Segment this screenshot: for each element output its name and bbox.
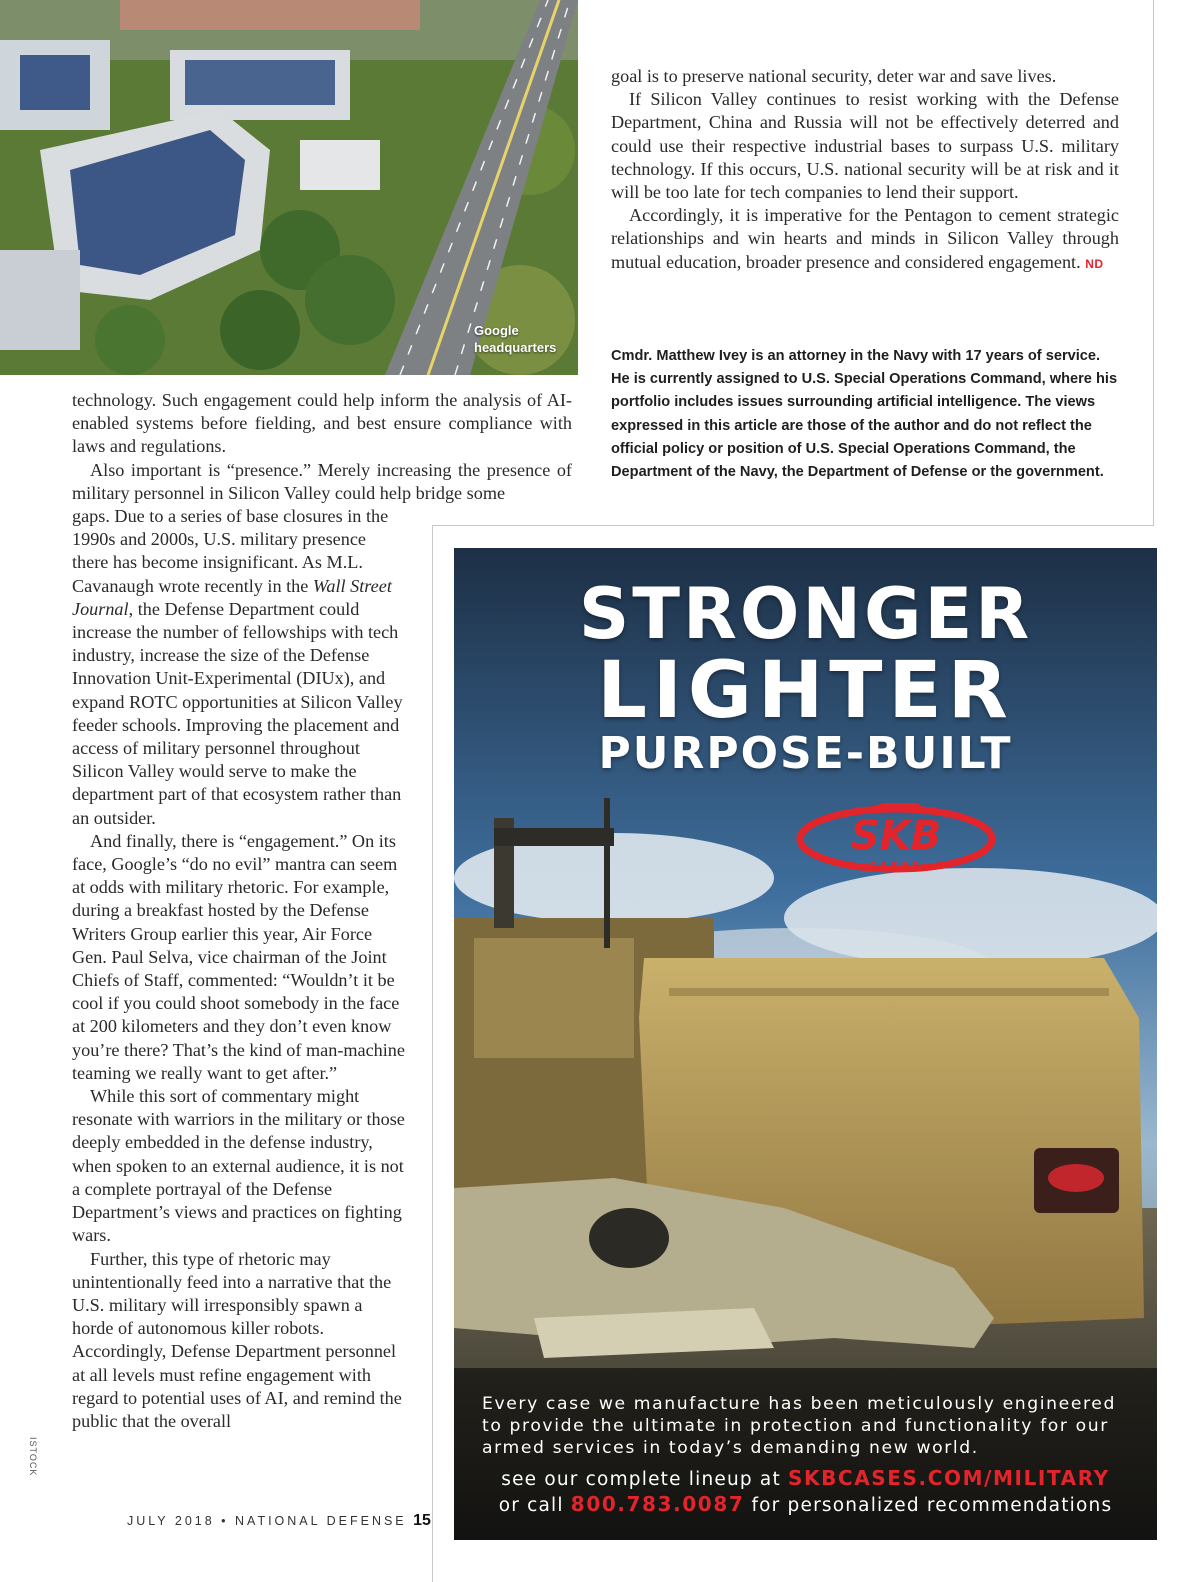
ad-cta-line2 <box>454 1492 1157 1518</box>
cta-prefix: or call <box>498 1495 571 1516</box>
article-right-column <box>611 65 1119 276</box>
ad-frame-left-rule <box>432 525 433 1582</box>
photo-credit: ISTOCK <box>28 1437 38 1477</box>
article-left-column-top <box>72 389 572 505</box>
text-run: Accordingly, it is imperative for the Pentagon to cement strategic relationships and win hearts and minds in Silicon Valley through mutual education, broader presence and considered engagement. <box>611 205 1119 272</box>
skb-logo <box>796 803 996 883</box>
article-paragraph <box>72 505 405 830</box>
photo-caption <box>474 322 574 356</box>
ad-body-copy: Every case we manufacture has been meticulously engineered to provide the ultimate in protection and functionality for our armed services in today’s demanding new world. <box>482 1394 1116 1458</box>
skb-logo-subtext: CASES <box>869 861 923 871</box>
publication-name: Wall Street Journal <box>72 575 392 619</box>
article-paragraph: If Silicon Valley continues to resist working with the Defense Department, China and Russia will not be effectively deterred and could use their respective industrial bases to surpass U.S. military technology. If this occurs, U.S. national security will be at risk and it will be too late for tech companies to lend their support. <box>611 89 1119 203</box>
article-left-column-narrow <box>72 505 405 1433</box>
page-edge-rule <box>1153 0 1154 525</box>
article-paragraph: technology. Such engagement could help inform the analysis of AI-enabled systems before fielding, and best ensure compliance with laws and regulations. <box>72 390 572 457</box>
article-paragraph: While this sort of commentary might resonate with warriors in the military or those deeply embedded in the defense industry, when spoken to an external audience, it is not a complete portrayal of the Defense Department’s views and practices on fighting wars. <box>72 1086 405 1246</box>
skb-logo-text: SKB <box>850 813 942 859</box>
ad-website-link[interactable]: SKBCASES.COM/MILITARY <box>787 1466 1110 1490</box>
article-paragraph: goal is to preserve national security, deter war and save lives. <box>611 66 1057 86</box>
end-mark: ND <box>1085 256 1104 271</box>
skb-advertisement[interactable] <box>454 548 1157 1540</box>
article-paragraph <box>611 204 1119 276</box>
ad-headline-purpose-built: PURPOSE-BUILT <box>598 728 1013 779</box>
text-run: gaps. Due to a series of base closures in the 1990s and 2000s, U.S. military presence there has become insignificant. As M.L. Cavanaugh wrote recently in the <box>72 506 389 596</box>
ad-phone-number[interactable]: 800.783.0087 <box>570 1492 745 1516</box>
cta-suffix: for personalized recommendations <box>744 1495 1113 1516</box>
footer-issue: JULY 2018 • NATIONAL DEFENSE <box>127 1514 407 1528</box>
article-paragraph: And finally, there is “engagement.” On its face, Google’s “do no evil” mantra can seem at odds with military rhetoric. For example, during a breakfast hosted by the Defense Writers Group earlier this year, Air Force Gen. Paul Selva, vice chairman of the Joint Chiefs of Staff, commented: “Wouldn’t it be cool if you could shoot somebody in the face at 200 kilometers and they don’t even know you’re there? That’s the kind of man-machine teaming we really want to get after.” <box>72 830 405 1083</box>
page-number: 15 <box>413 1512 431 1529</box>
text-run: , the Defense Department could increase the number of fellowships with tech industry, increase the size of the Defense Innovation Unit-Experimental (DIUx), and expand ROTC opportunities at Silicon Valley feeder schools. Improving the placement and access of military personnel throughout Silicon Valley would serve to make the department part of that ecosystem rather than an outsider. <box>72 598 403 828</box>
article-photo <box>0 0 578 375</box>
ad-headline-stronger: STRONGER <box>578 573 1033 655</box>
page-footer <box>127 1512 431 1530</box>
cta-prefix: see our complete lineup at <box>501 1469 788 1490</box>
photo-caption-line1: Google <box>474 323 519 338</box>
article-paragraph: Further, this type of rhetoric may unintentionally feed into a narrative that the U.S. military will irresponsibly spawn a horde of autonomous killer robots. Accordingly, Defense Department personnel at all levels must refine engagement with regard to potential uses of AI, and remind the public that the overall <box>72 1248 402 1431</box>
photo-caption-line2: headquarters <box>474 340 557 355</box>
author-bio: Cmdr. Matthew Ivey is an attorney in the Navy with 17 years of service. He is currently assigned to U.S. Special Operations Command, where his portfolio includes issues surrounding artificial intelligence. The views expressed in this article are those of the author and do not reflect the official policy or position of U.S. Special Operations Command, the Department of the Navy, the Department of Defense or the government. <box>611 348 1118 481</box>
article-paragraph: Also important is “presence.” Merely increasing the presence of military personnel in Silicon Valley could help bridge some <box>72 459 572 503</box>
ad-frame-top-rule <box>432 525 1154 526</box>
ad-cta-line1 <box>454 1466 1157 1492</box>
ad-headline-lighter: LIGHTER <box>597 646 1014 736</box>
ad-call-to-action <box>454 1466 1157 1518</box>
